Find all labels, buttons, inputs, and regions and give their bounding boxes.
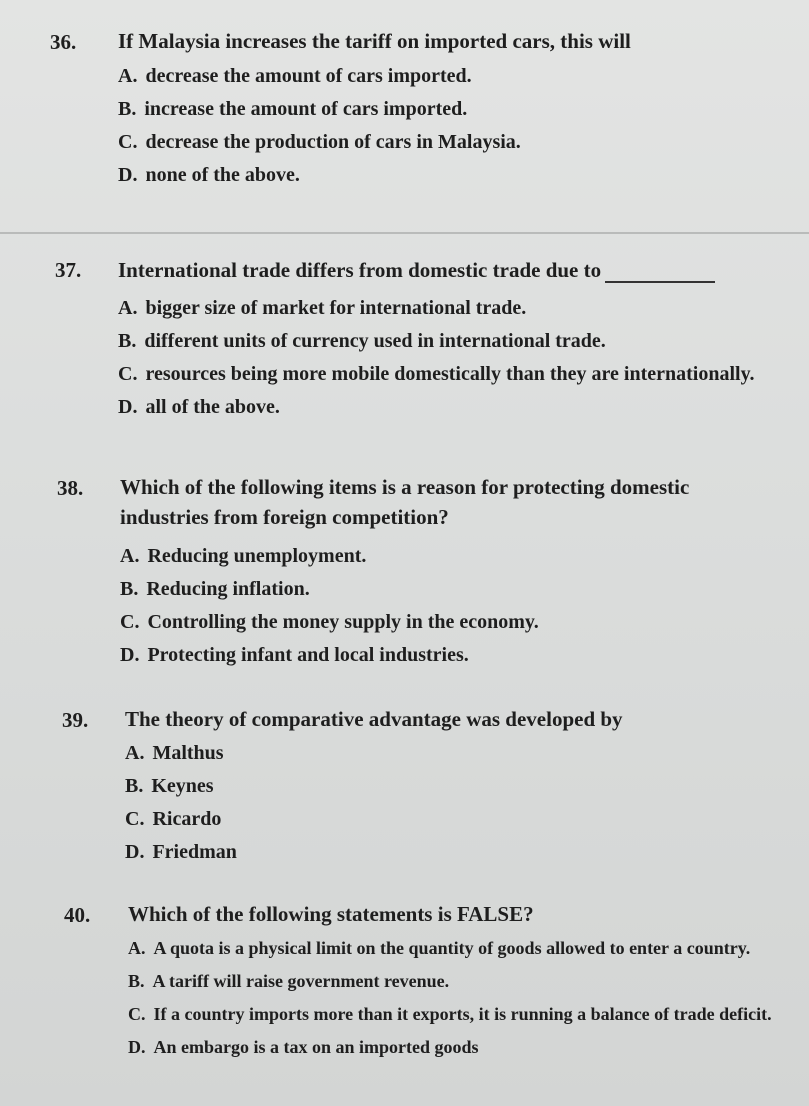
option-text: Keynes xyxy=(151,775,214,797)
option-b[interactable] xyxy=(128,965,772,998)
option-text: increase the amount of cars imported. xyxy=(144,98,468,120)
option-b[interactable] xyxy=(118,325,755,358)
question-number: 38. xyxy=(57,476,84,500)
option-letter: B. xyxy=(118,330,137,352)
option-text: Controlling the money supply in the economy. xyxy=(147,611,539,633)
option-letter: B. xyxy=(128,971,145,991)
question-text: International trade differs from domestic trade due to xyxy=(118,258,602,282)
option-list xyxy=(118,60,521,192)
option-a[interactable] xyxy=(118,292,755,325)
option-list xyxy=(128,932,772,1064)
option-letter: C. xyxy=(128,1004,146,1024)
option-letter: A. xyxy=(118,65,138,87)
option-text: Protecting infant and local industries. xyxy=(147,644,469,666)
option-c[interactable] xyxy=(118,126,521,159)
option-letter: D. xyxy=(125,841,145,863)
option-text: Reducing unemployment. xyxy=(147,545,367,567)
option-letter: B. xyxy=(118,98,137,120)
option-c[interactable] xyxy=(128,998,772,1031)
option-letter: C. xyxy=(118,131,138,153)
option-text: A tariff will raise government revenue. xyxy=(152,971,450,991)
option-a[interactable] xyxy=(118,60,521,93)
option-a[interactable] xyxy=(120,540,539,573)
question-number: 39. xyxy=(62,708,89,732)
option-c[interactable] xyxy=(125,803,237,836)
option-letter: D. xyxy=(120,644,140,666)
question-text-row xyxy=(118,255,778,285)
option-letter: A. xyxy=(118,297,138,319)
option-b[interactable] xyxy=(125,770,237,803)
question-number: 36. xyxy=(50,30,77,54)
question-number: 40. xyxy=(64,903,91,927)
option-d[interactable] xyxy=(125,836,237,869)
option-letter: B. xyxy=(125,775,144,797)
option-text: resources being more mobile domestically than they are internationally. xyxy=(145,363,755,385)
option-letter: A. xyxy=(120,545,140,567)
option-letter: C. xyxy=(118,363,138,385)
option-b[interactable] xyxy=(120,573,539,606)
option-text: An embargo is a tax on an imported goods xyxy=(153,1037,479,1057)
option-letter: C. xyxy=(125,808,145,830)
option-list xyxy=(125,737,237,869)
option-letter: B. xyxy=(120,578,139,600)
option-d[interactable] xyxy=(118,159,521,192)
option-text: Ricardo xyxy=(152,808,222,830)
question-text: Which of the following statements is FALSE? xyxy=(128,902,534,926)
option-text: all of the above. xyxy=(145,396,280,418)
option-letter: D. xyxy=(118,396,138,418)
option-a[interactable] xyxy=(128,932,772,965)
option-b[interactable] xyxy=(118,93,521,126)
option-list xyxy=(120,540,539,672)
option-text: A quota is a physical limit on the quantity of goods allowed to enter a country. xyxy=(153,938,751,958)
option-text: decrease the production of cars in Malaysia. xyxy=(145,131,521,153)
option-d[interactable] xyxy=(120,639,539,672)
option-text: Malthus xyxy=(152,742,224,764)
question-text: Which of the following items is a reason for protecting domestic industries from foreign competition? xyxy=(120,475,690,529)
option-text: If a country imports more than it exports, it is running a balance of trade deficit. xyxy=(153,1004,772,1024)
option-d[interactable] xyxy=(118,391,755,424)
option-c[interactable] xyxy=(120,606,539,639)
option-c[interactable] xyxy=(118,358,755,391)
option-list xyxy=(118,292,755,424)
option-text: decrease the amount of cars imported. xyxy=(145,65,472,87)
option-text: none of the above. xyxy=(145,164,300,186)
option-text: different units of currency used in international trade. xyxy=(144,330,606,352)
section-divider xyxy=(0,232,809,234)
question-number: 37. xyxy=(55,258,82,282)
option-letter: A. xyxy=(125,742,145,764)
option-a[interactable] xyxy=(125,737,237,770)
option-letter: A. xyxy=(128,938,146,958)
option-text: bigger size of market for international trade. xyxy=(145,297,527,319)
option-text: Reducing inflation. xyxy=(146,578,310,600)
option-letter: D. xyxy=(118,164,138,186)
option-text: Friedman xyxy=(152,841,237,863)
question-text: The theory of comparative advantage was developed by xyxy=(125,707,623,731)
option-letter: D. xyxy=(128,1037,146,1057)
question-text: If Malaysia increases the tariff on imported cars, this will xyxy=(118,29,631,53)
answer-blank xyxy=(605,261,715,283)
option-letter: C. xyxy=(120,611,140,633)
option-d[interactable] xyxy=(128,1031,772,1064)
